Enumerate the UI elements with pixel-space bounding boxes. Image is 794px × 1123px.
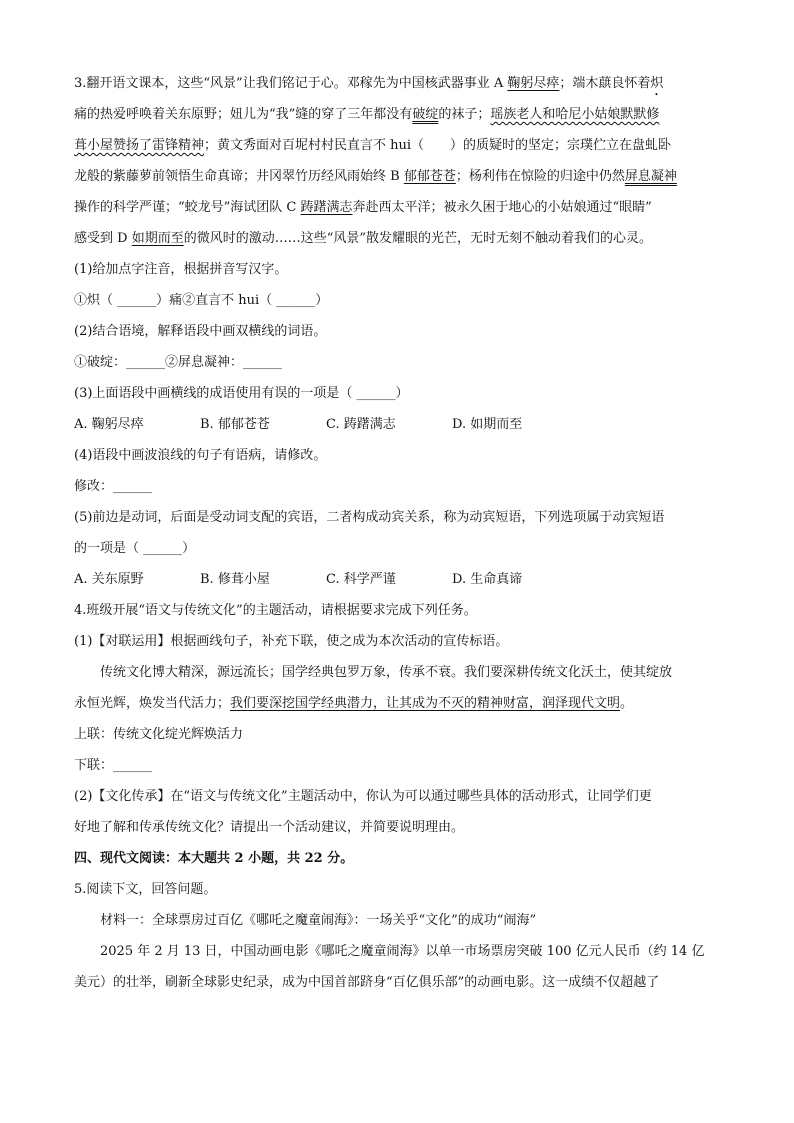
underlined-idiom-d: 如期而至 (131, 231, 184, 246)
option-d: D. 如期而至 (452, 417, 523, 432)
text: ；杨利伟在惊险的归途中仍然 (455, 169, 625, 184)
q3-sub-1: (1)给加点字注音，根据拼音写汉字。 (74, 262, 288, 277)
text: 3.翻开语文课本，这些“风景”让我们铭记于心。邓稼先为中国核武器事业 A (74, 76, 508, 91)
q3-line-2 (74, 99, 720, 130)
text: 龙般的紫藤萝前领悟生命真谛；井冈翠竹历经风雨始终 B (74, 169, 404, 184)
q4-passage-line-2 (74, 688, 720, 719)
option-b: B. 郁郁苍苍 (200, 417, 270, 432)
q3-line-4 (74, 161, 720, 192)
q4-sub-2-line-2: 好地了解和传承传统文化？请提出一个活动建议，并简要说明理由。 (74, 820, 465, 835)
text: 永恒光辉，焕发当代活力； (74, 696, 231, 711)
q4-passage-line-1: 传统文化博大精深，源远流长；国学经典包罗万象，传承不衰。我们要深耕传统文化沃土，使其绽放 (100, 665, 673, 680)
q4-sub-2-line-1: (2)【文化传承】在“语文与传统文化”主题活动中，你认为可以通过哪些具体的活动形式，让同学们更 (74, 789, 652, 804)
text: ；端木蕻良怀着 (559, 76, 651, 91)
option-a: A. 鞠躬尽瘁 (74, 417, 144, 432)
lower-couplet: 下联：______ (74, 758, 153, 773)
q3-sub-2-answer: ①破绽：______②屏息凝神：______ (74, 355, 283, 370)
double-underlined-word: 屏息凝神 (624, 169, 677, 184)
q3-sub-4: (4)语段中画波浪线的句子有语病，请修改。 (74, 448, 327, 463)
underlined-idiom-b: 郁郁苍苍 (403, 169, 456, 184)
option-d: D. 生命真谛 (452, 572, 523, 587)
section-heading: 四、现代文阅读：本大题共 2 小题，共 22 分。 (74, 851, 354, 866)
q3-line-6 (74, 223, 720, 254)
q5-passage-line-2: 美元）的壮举，刷新全球影史纪录，成为中国首部跻身“百亿俱乐部”的动画电影。这一成绩不仅超越了 (74, 975, 660, 990)
q3-sub-5-line-2: 的一项是（ ______） (74, 541, 196, 556)
upper-couplet: 上联：传统文化绽光辉焕活力 (74, 727, 244, 742)
dotted-char: 炽 (650, 76, 664, 91)
double-underlined-word: 破绽 (412, 107, 439, 122)
q3-sub-5-options (74, 564, 720, 595)
text: 。 (620, 696, 634, 711)
q3-line-1 (74, 68, 720, 99)
text: 奔赴西太平洋；被永久困于地心的小姑娘通过“眼睛” (352, 200, 652, 215)
q3-sub-1-answer: ①炽（ ______）痛②直言不 hui（ ______） (74, 293, 329, 308)
underlined-sentence: 我们要深挖国学经典潜力，让其成为不灭的精神财富，润泽现代文明 (230, 696, 621, 711)
wavy-sentence: 葺小屋赞扬了雷锋精神 (74, 138, 205, 153)
text: 操作的科学严谨；“蛟龙号”海试团队 C (74, 200, 301, 215)
text: ；黄文秀面对百坭村村民直言不 hui（ ）的质疑时的坚定；宗璞伫立在盘虬卧 (204, 138, 672, 153)
option-b: B. 修葺小屋 (200, 572, 270, 587)
q3-sub-5-line-1: (5)前边是动词，后面是受动词支配的宾语，二者构成动宾关系，称为动宾短语，下列选项属于动宾短语 (74, 510, 665, 525)
q3-sub-4-answer: 修改：______ (74, 479, 153, 494)
text: 感受到 D (74, 231, 132, 246)
underlined-idiom-a: 鞠躬尽瘁 (507, 76, 560, 91)
wavy-sentence: 瑶族老人和哈尼小姑娘默默修 (490, 107, 660, 122)
q5-passage-line-1: 2025 年 2 月 13 日，中国动画电影《哪吒之魔童闹海》以单一市场票房突破 100 亿元人民币（约 14 亿 (100, 944, 705, 959)
text: 的热爱呼唤着关东原野；妞儿为“我”缝的穿了三年都没有 (87, 107, 413, 122)
underlined-idiom-c: 踌躇满志 (300, 200, 353, 215)
q3-sub-3-options (74, 409, 720, 440)
q3-sub-2: (2)结合语境，解释语段中画双横线的词语。 (74, 324, 327, 339)
q5-title: 5.阅读下文，回答问题。 (74, 882, 217, 897)
text: 痛 (74, 107, 88, 122)
text: 的微风时的激动……这些“风景”散发耀眼的光芒，无时无刻不触动着我们的心灵。 (183, 231, 653, 246)
text: 的袜子； (438, 107, 491, 122)
q3-sub-3: (3)上面语段中画横线的成语使用有误的一项是（ ______） (74, 386, 409, 401)
q3-line-3 (74, 130, 720, 161)
option-c: C. 科学严谨 (326, 572, 396, 587)
q4-sub-1: (1)【对联运用】根据画线句子，补充下联，使之成为本次活动的宣传标语。 (74, 634, 509, 649)
option-a: A. 关东原野 (74, 572, 144, 587)
q4-title: 4.班级开展“语文与传统文化”的主题活动，请根据要求完成下列任务。 (74, 603, 477, 618)
material-1-title: 材料一：全球票房过百亿《哪吒之魔童闹海》：一场关乎“文化”的成功“闹海” (100, 913, 537, 928)
option-c: C. 踌躇满志 (326, 417, 396, 432)
q3-line-5 (74, 192, 720, 223)
